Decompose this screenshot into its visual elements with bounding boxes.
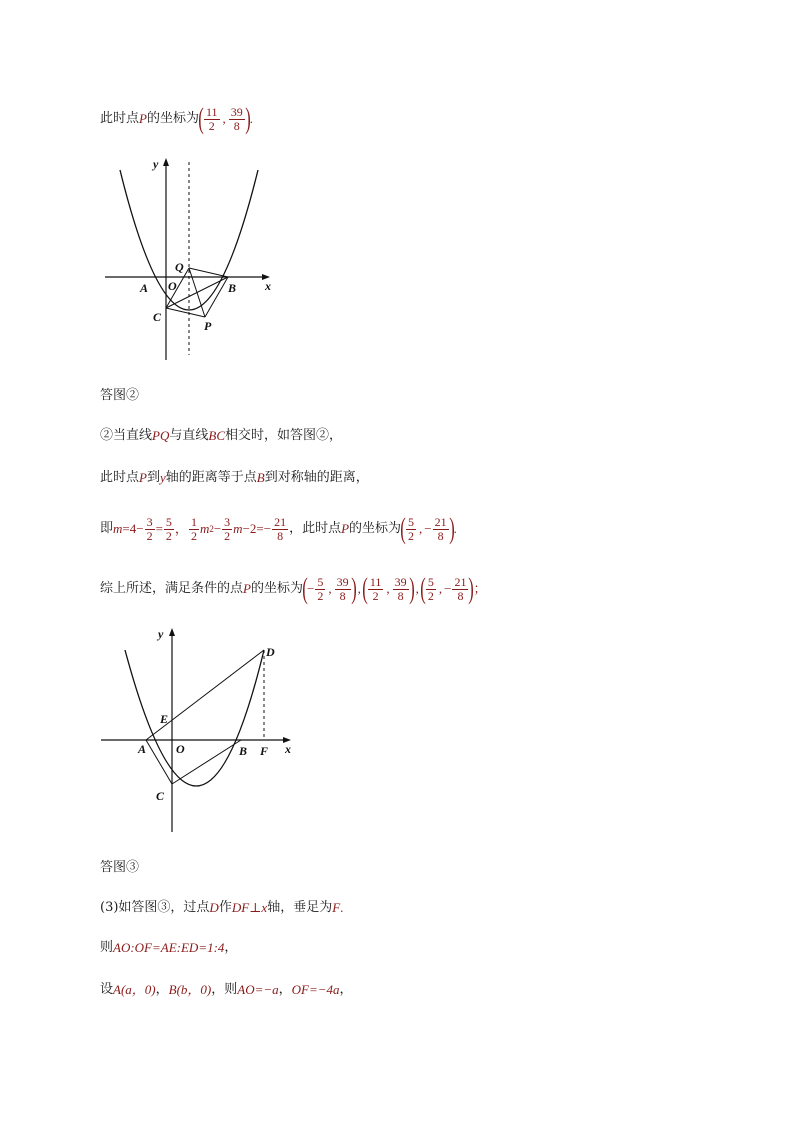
fraction xyxy=(452,576,468,603)
denominator: 8 xyxy=(233,118,240,133)
label-b: B xyxy=(228,281,237,295)
label-o: O xyxy=(168,279,177,293)
caption: 答图③ xyxy=(100,860,140,875)
setup-line xyxy=(100,980,353,1000)
text: ，此时点 xyxy=(289,521,342,536)
numerator: 21 xyxy=(454,574,467,589)
right-paren: ) xyxy=(448,512,455,545)
fraction xyxy=(426,576,436,603)
text: 即 xyxy=(100,521,114,536)
caption-figure-3 xyxy=(100,858,139,878)
denominator: 8 xyxy=(339,588,346,603)
math-var: x xyxy=(261,900,268,915)
numerator: 11 xyxy=(205,104,218,119)
text: 综上所述，满足条件的点 xyxy=(100,581,244,596)
math-var: m xyxy=(113,521,123,536)
label-f: F xyxy=(260,744,269,758)
numerator: 5 xyxy=(317,574,324,589)
math-op: − xyxy=(213,521,222,536)
label-q: Q xyxy=(175,260,184,274)
part-3-line xyxy=(100,898,343,918)
label-c: C xyxy=(156,789,165,803)
denominator: 2 xyxy=(208,118,215,133)
numerator: 21 xyxy=(434,514,447,529)
label-y: y xyxy=(158,627,164,641)
figure-2-parabola xyxy=(100,150,280,365)
left-paren: ( xyxy=(400,512,406,545)
distance-line xyxy=(100,468,369,488)
computation-line xyxy=(100,514,457,544)
fraction xyxy=(335,576,351,603)
label-x: x xyxy=(285,742,291,756)
math-var: F xyxy=(332,900,341,915)
math-var: m xyxy=(199,521,210,536)
math-op: −2=− xyxy=(242,521,272,536)
label-b: B xyxy=(239,744,248,758)
label-d: D xyxy=(266,645,275,659)
fraction xyxy=(368,576,384,603)
text: ②当直线 xyxy=(100,428,153,443)
fraction xyxy=(189,516,199,543)
segment-qb xyxy=(189,268,228,277)
denominator: 8 xyxy=(457,588,464,603)
numerator: 5 xyxy=(427,574,434,589)
math-expression: OF=−4a xyxy=(291,982,340,997)
semicolon: ； xyxy=(473,581,487,596)
text: 到对称轴的距离， xyxy=(264,470,369,485)
period: . xyxy=(340,900,344,915)
label-c: C xyxy=(153,310,162,324)
period: . xyxy=(453,521,457,536)
fraction xyxy=(315,576,325,603)
text: 与直线 xyxy=(169,428,209,443)
fraction xyxy=(433,516,449,543)
text: (3)如答图③，过点 xyxy=(100,900,210,915)
math-var: PQ xyxy=(152,428,170,443)
text: ， xyxy=(278,982,292,997)
numerator: 3 xyxy=(224,514,231,529)
numerator: 21 xyxy=(274,514,287,529)
minus: − xyxy=(306,581,315,596)
label-a: A xyxy=(138,742,147,756)
denominator: 8 xyxy=(277,528,284,543)
label-o: O xyxy=(176,742,185,756)
numerator: 3 xyxy=(146,514,153,529)
math-var: y xyxy=(159,470,166,485)
text: 轴的距离等于点 xyxy=(165,470,257,485)
math-expression: AO:OF=AE:ED=1:4 xyxy=(113,940,225,955)
denominator: 2 xyxy=(165,528,172,543)
fraction xyxy=(222,516,232,543)
text: 的坐标为 xyxy=(146,111,199,126)
denominator: 2 xyxy=(190,528,197,543)
label-p: P xyxy=(204,319,212,333)
math-var: m xyxy=(233,521,243,536)
text: ，则 xyxy=(211,982,238,997)
text: 的坐标为 xyxy=(349,521,402,536)
text: 则 xyxy=(100,940,114,955)
text: 作 xyxy=(218,900,232,915)
label-a: A xyxy=(140,281,149,295)
comma: , xyxy=(328,581,332,596)
label-x: x xyxy=(265,279,271,293)
math-expression: AO=−a xyxy=(237,982,279,997)
right-paren: ) xyxy=(468,572,475,605)
denominator: 2 xyxy=(408,528,415,543)
text: 的坐标为 xyxy=(250,581,303,596)
numerator: 5 xyxy=(408,514,415,529)
fraction xyxy=(272,516,288,543)
right-paren: ) xyxy=(350,572,357,605)
math-var: D xyxy=(209,900,219,915)
caption: 答图② xyxy=(100,388,140,403)
right-paren: ) xyxy=(408,572,415,605)
y-axis-arrow xyxy=(163,158,169,166)
left-paren: ( xyxy=(420,572,426,605)
comma: , xyxy=(386,581,390,596)
numerator: 39 xyxy=(336,574,349,589)
numerator: 11 xyxy=(369,574,382,589)
denominator: 2 xyxy=(317,588,324,603)
comma: , xyxy=(222,111,226,126)
denominator: 2 xyxy=(224,528,231,543)
minus: − xyxy=(444,581,452,596)
comma: , xyxy=(357,581,361,596)
label-y: y xyxy=(153,157,159,171)
math-var: DF xyxy=(231,900,250,915)
denominator: 2 xyxy=(146,528,153,543)
comma: , xyxy=(415,581,419,596)
summary-line xyxy=(100,574,487,604)
figure-3-parabola xyxy=(98,622,298,837)
case-2-line xyxy=(100,426,342,446)
math-var: B xyxy=(256,470,265,485)
numerator: 5 xyxy=(165,514,172,529)
label-e: E xyxy=(160,712,169,726)
text: 轴，垂足为 xyxy=(267,900,333,915)
parabola xyxy=(125,650,264,786)
segment-ad xyxy=(146,650,264,740)
y-axis-arrow xyxy=(169,628,175,636)
math-var: BC xyxy=(208,428,225,443)
math-op: = xyxy=(155,521,163,536)
period: . xyxy=(249,111,254,126)
denominator: 8 xyxy=(437,528,444,543)
exponent: 2 xyxy=(209,524,214,534)
comma: ， xyxy=(174,521,188,536)
numerator: 39 xyxy=(394,574,407,589)
fraction xyxy=(229,106,245,133)
comma: , xyxy=(438,581,443,596)
numerator: 1 xyxy=(190,514,197,529)
math-var: P xyxy=(139,111,147,126)
fraction xyxy=(164,516,174,543)
text: ， xyxy=(224,940,238,955)
text: 此时点 xyxy=(100,470,140,485)
numerator: 39 xyxy=(230,104,243,119)
text: 设 xyxy=(100,982,114,997)
right-paren: ) xyxy=(245,102,251,135)
text: ， xyxy=(155,982,169,997)
denominator: 2 xyxy=(427,588,434,603)
denominator: 2 xyxy=(372,588,379,603)
math-var: P xyxy=(243,581,251,596)
perp-symbol: ⊥ xyxy=(249,900,262,915)
ratio-line xyxy=(100,938,237,958)
left-paren: ( xyxy=(362,572,368,605)
minus: − xyxy=(424,521,432,536)
left-paren: ( xyxy=(198,102,204,135)
caption-figure-2 xyxy=(100,386,139,406)
math-op: =4− xyxy=(122,521,144,536)
fraction xyxy=(145,516,155,543)
fraction xyxy=(406,516,416,543)
math-expression: B(b，0) xyxy=(168,982,212,997)
fraction xyxy=(393,576,409,603)
denominator: 8 xyxy=(397,588,404,603)
text: ， xyxy=(339,982,353,997)
text: 到 xyxy=(146,470,160,485)
answer-p-coordinate-line xyxy=(100,104,253,134)
fraction xyxy=(204,106,220,133)
left-paren: ( xyxy=(302,572,308,605)
text: 此时点 xyxy=(100,111,140,126)
comma: , xyxy=(419,521,423,536)
math-var: P xyxy=(341,521,350,536)
math-var: P xyxy=(139,470,147,485)
math-expression: A(a，0) xyxy=(113,982,156,997)
text: 相交时，如答图②， xyxy=(225,428,343,443)
